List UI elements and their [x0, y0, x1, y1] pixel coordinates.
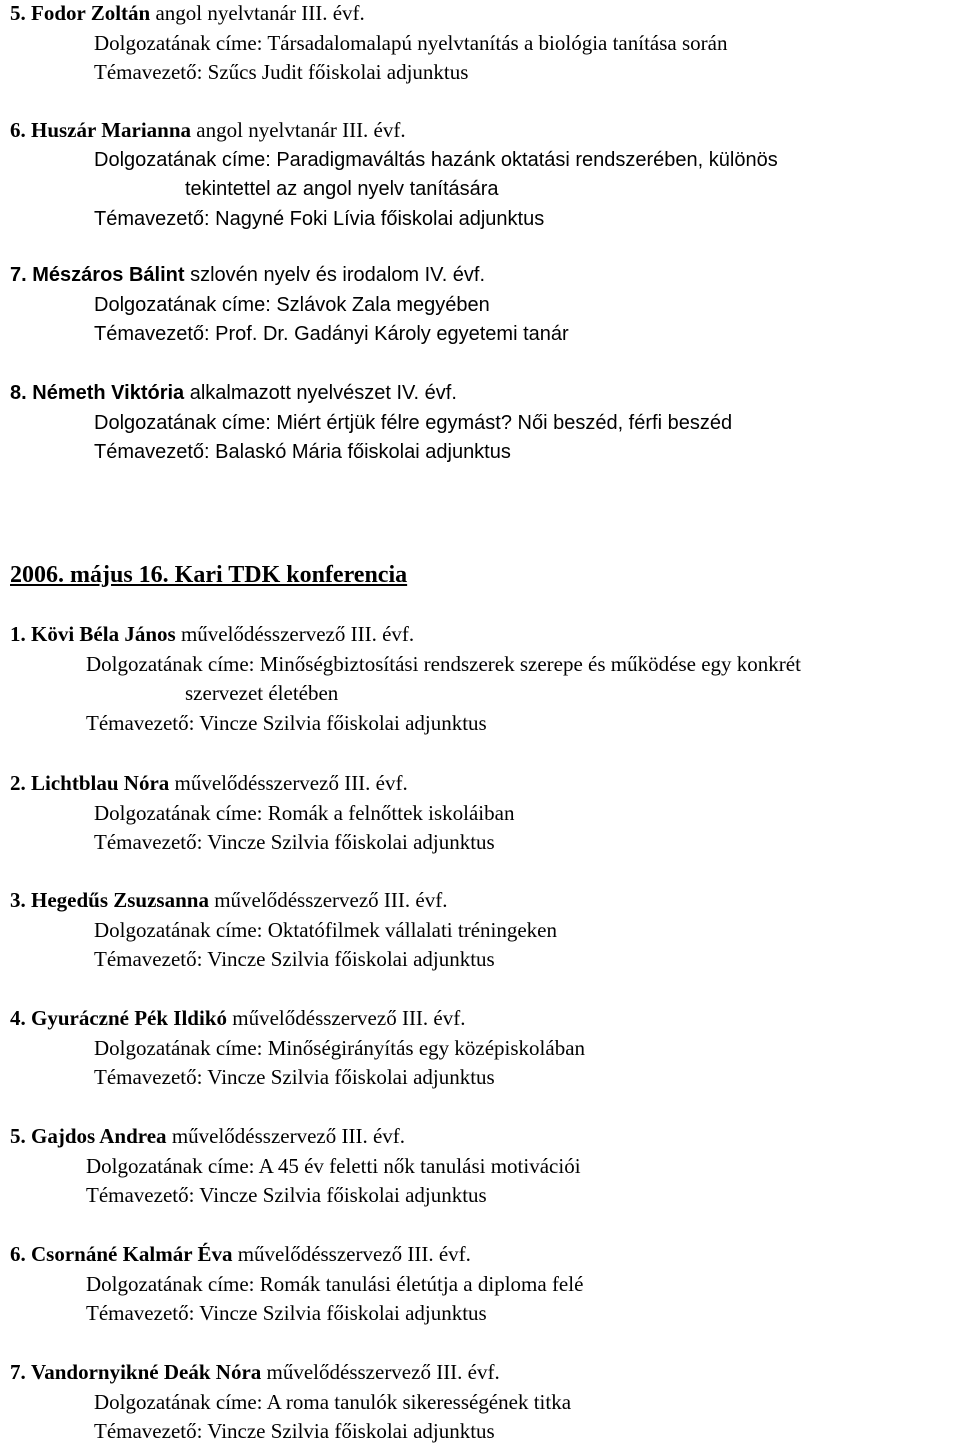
entry-number: 5. — [10, 1124, 26, 1148]
student-program: angol nyelvtanár III. évf. — [155, 1, 365, 25]
student-program: szlovén nyelv és irodalom IV. évf. — [190, 264, 486, 286]
entry-number: 5. — [10, 1, 26, 25]
entry-number: 8. — [10, 382, 27, 404]
thesis-title: Dolgozatának címe: Minőségirányítás egy középiskolában — [94, 1035, 586, 1060]
student-program: alkalmazott nyelvészet IV. évf. — [189, 382, 457, 404]
thesis-title-continued: tekintettel az angol nyelv tanítására — [185, 178, 499, 200]
student-name: Kövi Béla János — [31, 622, 176, 646]
entry-gyuraczne-pek-ildiko — [10, 1004, 958, 1093]
entry-gajdos-andrea — [10, 1122, 958, 1211]
section-heading: 2006. május 16. Kari TDK konferencia — [10, 562, 408, 588]
student-name: Csornáné Kalmár Éva — [31, 1242, 233, 1266]
student-name: Fodor Zoltán — [31, 1, 151, 25]
student-program: művelődésszervező III. évf. — [232, 1006, 466, 1030]
thesis-title-continued: szervezet életében — [185, 681, 339, 705]
student-name: Gyuráczné Pék Ildikó — [31, 1006, 228, 1030]
student-name: Huszár Marianna — [31, 118, 192, 142]
advisor: Témavezető: Vincze Szilvia főiskolai adjunktus — [94, 1419, 495, 1443]
entry-number: 3. — [10, 888, 26, 912]
entry-number: 4. — [10, 1006, 26, 1030]
entry-number: 2. — [10, 771, 26, 795]
entry-lichtblau-nora — [10, 769, 958, 858]
advisor: Témavezető: Vincze Szilvia főiskolai adjunktus — [86, 1301, 487, 1325]
entry-hegedus-zsuzsanna — [10, 886, 958, 975]
advisor: Témavezető: Nagyné Foki Lívia főiskolai adjunktus — [94, 207, 545, 230]
thesis-title: Dolgozatának címe: Miért értjük félre egymást? Női beszéd, férfi beszéd — [94, 411, 733, 434]
student-name: Vandornyikné Deák Nóra — [31, 1360, 262, 1384]
student-name: Hegedűs Zsuzsanna — [31, 888, 209, 912]
thesis-title: Dolgozatának címe: Oktatófilmek vállalati tréningeken — [94, 917, 557, 942]
advisor: Témavezető: Balaskó Mária főiskolai adjunktus — [94, 441, 511, 463]
advisor: Témavezető: Prof. Dr. Gadányi Károly egyetemi tanár — [94, 323, 569, 345]
thesis-title: Dolgozatának címe: A roma tanulók sikerességének titka — [94, 1389, 572, 1414]
student-name: Lichtblau Nóra — [31, 771, 170, 795]
advisor: Témavezető: Vincze Szilvia főiskolai adjunktus — [86, 710, 487, 735]
student-program: angol nyelvtanár III. évf. — [196, 118, 406, 142]
student-program: művelődésszervező III. évf. — [171, 1124, 406, 1148]
student-name: Németh Viktória — [32, 382, 185, 404]
entry-csornane-kalmar-eva — [10, 1240, 958, 1329]
entry-fodor-zoltan — [10, 0, 958, 88]
thesis-title: Dolgozatának címe: Társadalomalapú nyelvtanítás a biológia tanítása során — [94, 30, 728, 55]
advisor: Témavezető: Vincze Szilvia főiskolai adjunktus — [94, 947, 495, 971]
thesis-title: Dolgozatának címe: Minőségbiztosítási rendszerek szerepe és működése egy konkrét — [86, 651, 801, 676]
student-name: Mészáros Bálint — [32, 264, 185, 286]
entry-vandornyikne-deak-nora — [10, 1358, 958, 1447]
thesis-title: Dolgozatának címe: A 45 év feletti nők tanulási motivációi — [86, 1153, 581, 1178]
entry-number: 6. — [10, 1242, 26, 1266]
student-program: művelődésszervező III. évf. — [266, 1360, 500, 1384]
thesis-title: Dolgozatának címe: Paradigmaváltás hazánk oktatási rendszerében, különös — [94, 148, 778, 171]
advisor: Témavezető: Szűcs Judit főiskolai adjunktus — [94, 60, 469, 84]
student-program: művelődésszervező III. évf. — [174, 771, 408, 795]
entry-meszaros-balint — [10, 261, 958, 350]
entry-number: 7. — [10, 264, 27, 286]
thesis-title: Dolgozatának címe: Romák tanulási életútja a diploma felé — [86, 1271, 584, 1296]
thesis-title: Dolgozatának címe: Romák a felnőttek iskoláiban — [94, 800, 515, 825]
advisor: Témavezető: Vincze Szilvia főiskolai adjunktus — [86, 1183, 487, 1207]
advisor: Témavezető: Vincze Szilvia főiskolai adjunktus — [94, 1065, 495, 1089]
entry-nemeth-viktoria — [10, 379, 958, 468]
entry-kovi-bela-janos — [10, 620, 958, 738]
entry-number: 7. — [10, 1360, 26, 1384]
student-program: művelődésszervező III. évf. — [180, 622, 415, 646]
thesis-title: Dolgozatának címe: Szlávok Zala megyében — [94, 293, 490, 316]
student-name: Gajdos Andrea — [31, 1124, 167, 1148]
entry-huszar-marianna — [10, 116, 958, 234]
student-program: művelődésszervező III. évf. — [214, 888, 448, 912]
entry-number: 1. — [10, 622, 26, 646]
student-program: művelődésszervező III. évf. — [237, 1242, 471, 1266]
advisor: Témavezető: Vincze Szilvia főiskolai adjunktus — [94, 830, 495, 854]
entry-number: 6. — [10, 118, 26, 142]
